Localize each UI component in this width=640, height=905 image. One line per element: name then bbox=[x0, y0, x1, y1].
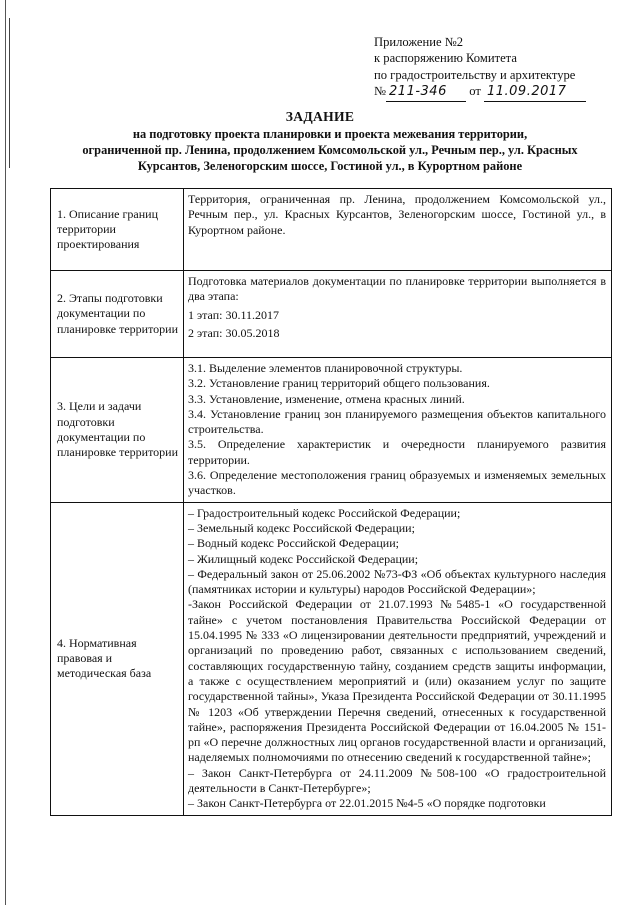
goal-item: 3.5. Определение характеристик и очередности планируемого развития территории. bbox=[188, 437, 606, 467]
row-label: 4. Нормативная правовая и методическая база bbox=[51, 502, 184, 815]
scan-edge-mark bbox=[9, 18, 10, 168]
norm-item: – Жилищный кодекс Российской Федерации; bbox=[188, 551, 419, 566]
row-value bbox=[184, 502, 612, 815]
norm-item: – Федеральный закон от 25.06.2002 №73-ФЗ «Об объектах культурного наследия (памятниках истории и культуры) народов Российской Федерации»; bbox=[188, 566, 606, 597]
table-row bbox=[51, 189, 612, 271]
row-value bbox=[184, 358, 612, 503]
task-table bbox=[50, 188, 612, 816]
norm-item: – Земельный кодекс Российской Федерации; bbox=[188, 520, 415, 535]
row-value: Территория, ограниченная пр. Ленина, продолжением Комсомольской ул., Речным пер., ул. Красных Курсантов, Зеленогорским шоссе, Гостиной ул., в Курортном районе. bbox=[184, 189, 612, 271]
row-value bbox=[184, 271, 612, 358]
goal-item: 3.6. Определение местоположения границ образуемых и изменяемых земельных участков. bbox=[188, 468, 606, 498]
row-label: 3. Цели и задачи подготовки документации по планировке территории bbox=[51, 358, 184, 503]
document-subtitle bbox=[60, 126, 600, 175]
table-row bbox=[51, 271, 612, 358]
norm-item: – Градостроительный кодекс Российской Федерации; bbox=[188, 505, 461, 520]
stages-intro: Подготовка материалов документации по планировке территории выполняется в два этапа: bbox=[188, 274, 606, 304]
norm-item: -Закон Российской Федерации от 21.07.1993 №5485-1 «О государственной тайне» с учетом постановления Правительства Российской Федерации от 15.04.1995 № 333 «О лицензировании деятельности предприятий, учреждений и организаций по проведению работ, связанных с использованием сведений, составляющих государственную тайну, созданием средств защиты информации, а также с осуществлением мероприятий и (или) оказанием услуг по защите государственной тайны», Указа Президента Российской Федерации от 30.11.1995 № 1203 «Об утверждении Перечня сведений, отнесенных к государственной тайне», распоряжения Президента Российской Федерации от 16.04.2005 № 151-рп «О перечне должностных лиц органов государственной власти и организаций, наделяемых полномочиями по отнесению сведений к государственной тайне»; bbox=[188, 597, 606, 765]
scan-edge-line bbox=[5, 0, 6, 905]
subtitle-line-1: на подготовку проекта планировки и проекта межевания территории, bbox=[132, 127, 528, 141]
goal-item: 3.1. Выделение элементов планировочной структуры. bbox=[188, 361, 463, 375]
row-label: 1. Описание границ территории проектирования bbox=[51, 189, 184, 271]
document-title: ЗАДАНИЕ bbox=[285, 109, 355, 124]
stage-1: 1 этап: 30.11.2017 bbox=[188, 307, 280, 322]
appendix-header bbox=[374, 34, 586, 102]
norm-item: – Закон Санкт-Петербурга от 24.11.2009 №508-100 «О градостроительной деятельности в Санкт-Петербурге»; bbox=[188, 765, 606, 796]
appendix-line-2: к распоряжению Комитета bbox=[374, 51, 517, 66]
table-row bbox=[51, 502, 612, 815]
date-prefix: от bbox=[469, 84, 481, 99]
number-prefix: № bbox=[374, 84, 387, 99]
goal-item: 3.3. Установление, изменение, отмена красных линий. bbox=[188, 391, 465, 406]
goal-item: 3.2. Установление границ территорий общего пользования. bbox=[188, 376, 490, 391]
appendix-line-3: по градостроительству и архитектуре bbox=[374, 67, 576, 82]
appendix-number-line bbox=[374, 83, 586, 101]
appendix-line-1: Приложение №2 bbox=[374, 35, 464, 49]
subtitle-line-2: ограниченной пр. Ленина, продолжением Комсомольской ул., Речным пер., ул. Красных bbox=[82, 143, 578, 158]
norm-item: – Закон Санкт-Петербурга от 22.01.2015 №4-5 «О порядке подготовки bbox=[188, 796, 546, 811]
row-label: 2. Этапы подготовки документации по планировке территории bbox=[51, 271, 184, 358]
subtitle-line-3: Курсантов, Зеленогорским шоссе, Гостиной ул., в Курортном районе bbox=[137, 159, 523, 174]
order-date: 11.09.2017 bbox=[484, 84, 586, 101]
norm-item: – Водный кодекс Российской Федерации; bbox=[188, 536, 399, 551]
order-number: 211-346 bbox=[386, 84, 466, 101]
table-row bbox=[51, 358, 612, 503]
stage-2: 2 этап: 30.05.2018 bbox=[188, 325, 280, 340]
goal-item: 3.4. Установление границ зон планируемого размещения объектов капитального строительства. bbox=[188, 406, 606, 437]
